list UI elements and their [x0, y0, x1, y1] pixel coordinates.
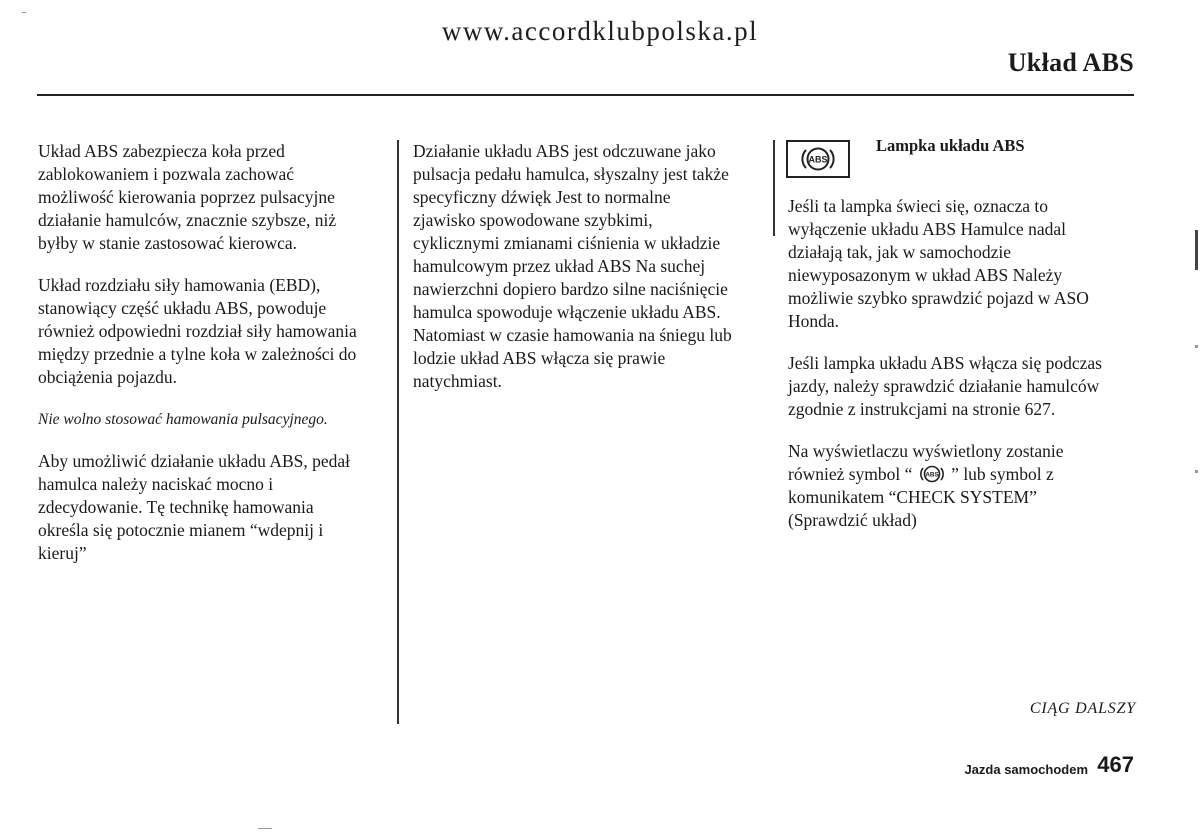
lamp-on-paragraph: Jeśli ta lampka świeci się, oznacza to wyłączenie układu ABS Hamulce nadal działają tak, jak w samochodzie niewyposazonym w układ ABS Należy możliwie szybko sprawdzić pojazd w ASO Honda. [788, 196, 1089, 331]
footer-section-label: Jazda samochodem [964, 762, 1088, 777]
lamp-heading: Lampka układu ABS [876, 136, 1025, 155]
site-url: www.accordklubpolska.pl [441, 16, 759, 46]
abs-warning-icon [798, 145, 838, 173]
pulse-braking-note [38, 408, 383, 565]
page-number: 467 [1097, 752, 1134, 777]
pulse-braking-caption: Nie wolno stosować hamowania pulsacyjnego. [38, 411, 328, 428]
column-1 [38, 140, 383, 565]
abs-operation-paragraph: Działanie układu ABS jest odczuwane jako pulsacja pedału hamulca, słyszalny jest także specyficzny dźwięk Jest to normalne zjawisko spowodowane szybkimi, cyklicznymi zmianami ciśnienia w układzie hamulcowym przez układ ABS Na suchej nawierzchni dopiero bardzo silne naciśnięcie hamulca spowoduje włączenie układu ABS. Natomiast w czasie hamowania na śniegu lub lodzie układ ABS włącza się prawie natychmiast. [413, 141, 732, 391]
lamp-while-driving-paragraph: Jeśli lampka układu ABS włącza się podczas jazdy, należy sprawdzić działanie hamulców zgodnie z instrukcjami na stronie 627. [788, 353, 1102, 419]
scan-speck [258, 828, 272, 829]
abs-lamp-box [786, 140, 850, 178]
column-3 [788, 136, 1138, 551]
ebd-paragraph: Układ rozdziału siły hamowania (EBD), stanowiący część układu ABS, powoduje również odpowiedni rozdział siły hamowania między przednie a tylne koła w zależności do obciążenia pojazdu. [38, 275, 357, 387]
header-divider [37, 94, 1134, 96]
svg-text:ABS: ABS [925, 471, 939, 479]
display-text-after: ” lub symbol z komunikatem “CHECK SYSTEM” (Sprawdzić układ) [788, 464, 1054, 530]
scan-speck [1195, 470, 1198, 473]
abs-inline-icon [917, 464, 947, 484]
braking-technique-paragraph: Aby umożliwić działanie układu ABS, pedał hamulca należy naciskać mocno i zdecydowanie. Tę technikę hamowania określa się potocznie mianem “wdepnij i kieruj” [38, 451, 351, 563]
column-2 [413, 140, 763, 412]
continued-label: CIĄG DALSZY [1029, 700, 1136, 717]
display-symbol-paragraph [788, 440, 1138, 532]
scan-speck [22, 12, 26, 13]
svg-text:ABS: ABS [808, 154, 828, 165]
column-divider-2 [773, 140, 775, 236]
section-title: Układ ABS [1007, 48, 1134, 77]
scan-speck [1195, 345, 1198, 348]
lamp-header [786, 136, 1138, 178]
display-text-before: Na wyświetlaczu wyświetlony zostanie również symbol “ [788, 441, 1064, 484]
edge-mark [1195, 230, 1198, 270]
column-divider-1 [397, 140, 399, 724]
abs-intro-paragraph: Układ ABS zabezpiecza koła przed zablokowaniem i pozwala zachować możliwość kierowania poprzez pulsacyjne działanie hamulców, znacznie szybsze, niż byłby w stanie zastosować kierowca. [38, 141, 337, 253]
